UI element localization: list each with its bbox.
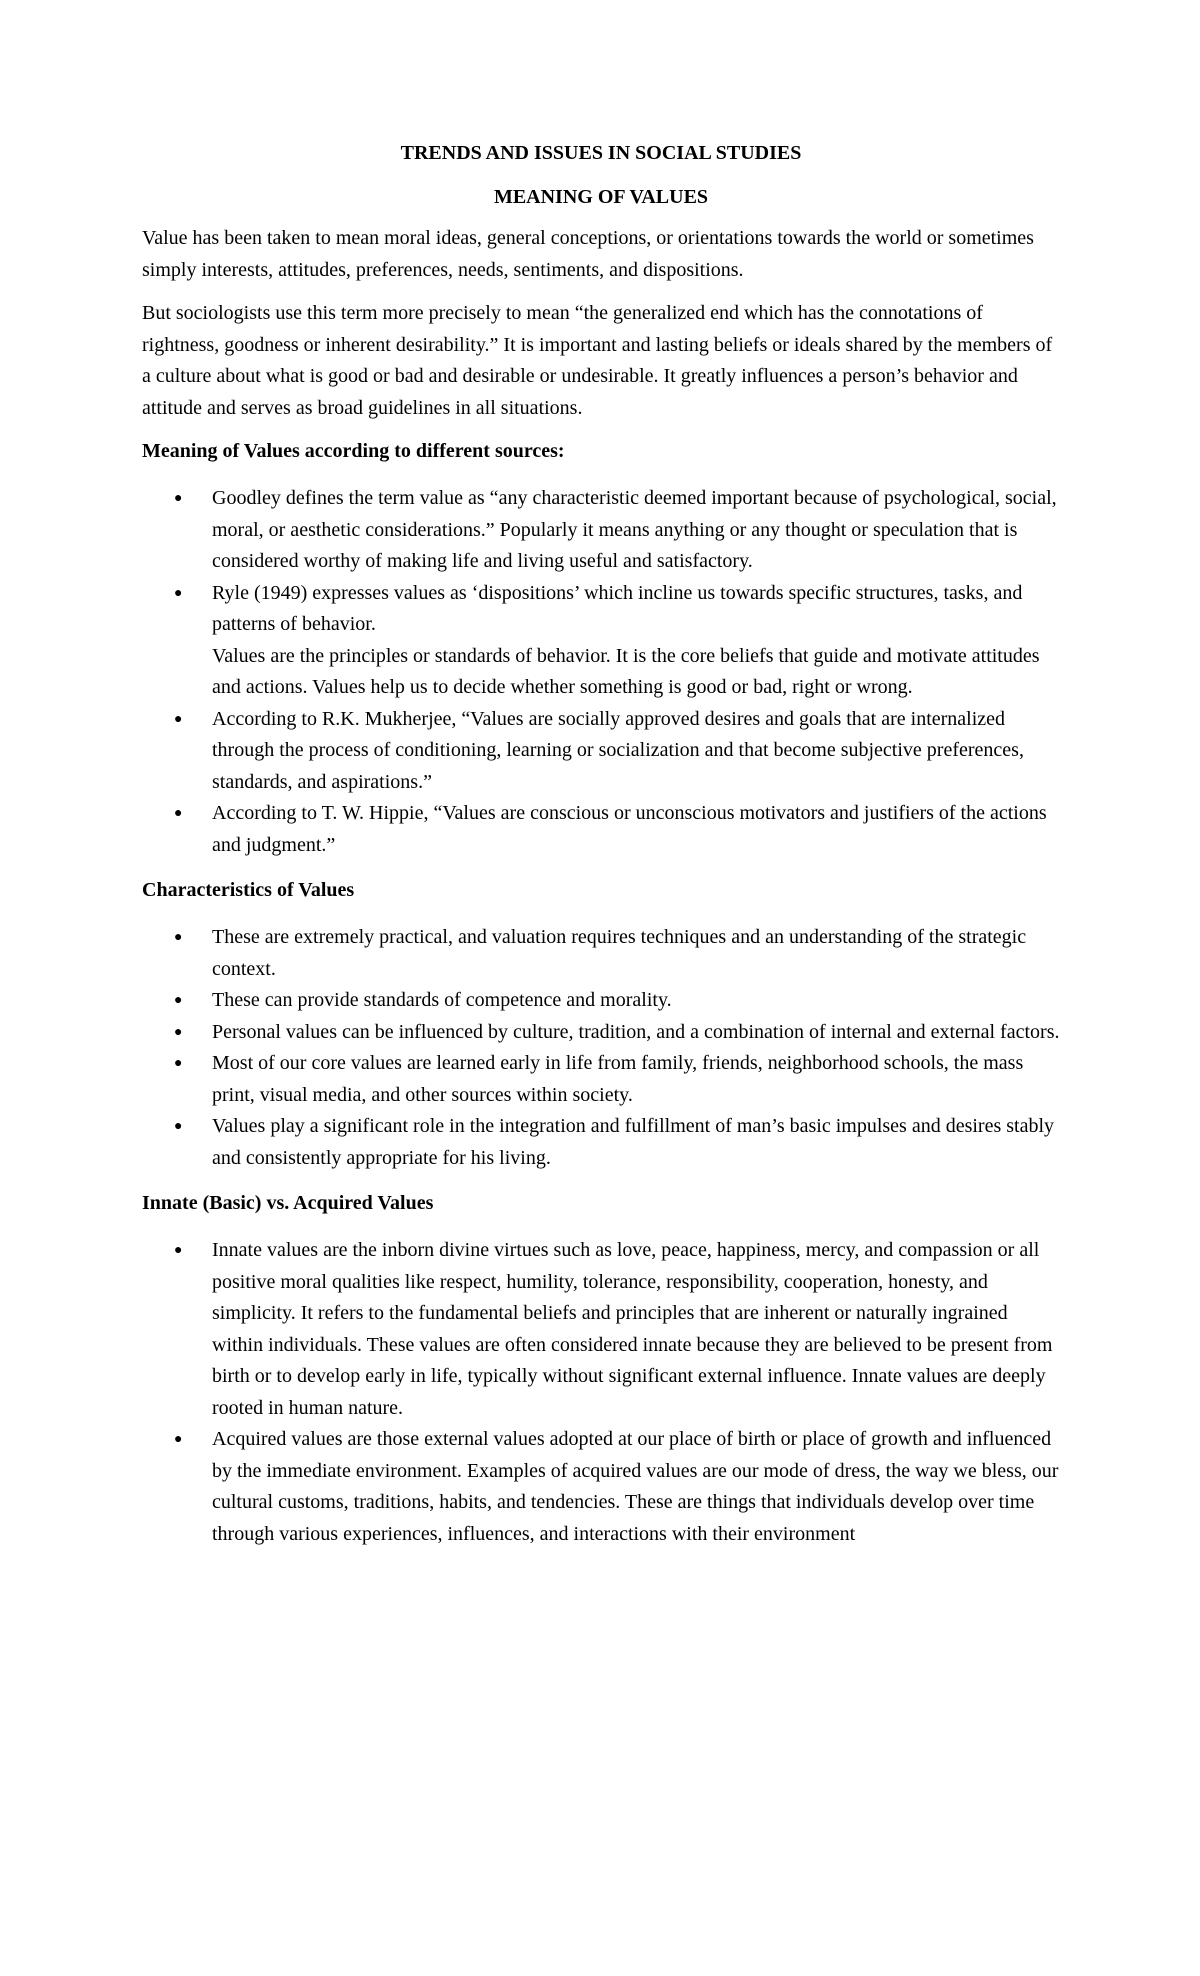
section-heading-meaning-sources: Meaning of Values according to different sources:	[142, 440, 565, 462]
bullet-icon: ●	[174, 491, 183, 506]
list-item	[174, 1111, 1060, 1174]
bullet-icon: ●	[174, 711, 183, 727]
list-item-text: These can provide standards of competence and morality.	[212, 989, 672, 1011]
list-item	[174, 483, 1060, 578]
bullet-list-characteristics	[142, 922, 1060, 1174]
bullet-icon: ●	[174, 993, 183, 1008]
list-item	[174, 704, 1060, 799]
bullet-icon: ●	[174, 1056, 183, 1071]
list-item-text: Acquired values are those external values adopted at our place of birth or place of growth and influenced by the immediate environment. Examples of acquired values are our mode of dress, the way we bless, our cultural customs, traditions, habits, and tendencies. These are things that individuals develop over time through various experiences, influences, and interactions with their environment	[212, 1428, 1059, 1545]
bullet-icon: ●	[174, 1243, 183, 1258]
list-item	[174, 922, 1060, 985]
document-title: TRENDS AND ISSUES IN SOCIAL STUDIES	[400, 142, 802, 164]
list-item	[174, 985, 1060, 1017]
bullet-icon: ●	[174, 1432, 183, 1447]
bullet-icon: ●	[174, 585, 183, 601]
intro-paragraph-1: Value has been taken to mean moral ideas, general conceptions, or orientations towards the world or sometimes simply interests, attitudes, preferences, needs, sentiments, and dispositions.	[142, 227, 1034, 281]
list-item-text: Ryle (1949) expresses values as ‘dispositions’ which incline us towards specific structures, tasks, and patterns of behavior.	[212, 581, 1023, 635]
list-item	[174, 1424, 1060, 1550]
list-item-text: Values play a significant role in the integration and fulfillment of man’s basic impulses and desires stably and consistently appropriate for his living.	[212, 1115, 1055, 1169]
list-item-text: Innate values are the inborn divine virtues such as love, peace, happiness, mercy, and compassion or all positive moral qualities like respect, humility, tolerance, responsibility, cooperation, honesty, and simplicity. It refers to the fundamental beliefs and principles that are inherent or naturally ingrained within individuals. These values are often considered innate because they are believed to be present from birth or to develop early in life, typically without significant external influence. Innate values are deeply rooted in human nature.	[212, 1239, 1053, 1419]
bullet-icon: ●	[174, 1024, 183, 1040]
list-item-text: According to R.K. Mukherjee, “Values are socially approved desires and goals that are internalized through the process of conditioning, learning or socialization and that become subjective preferences, standards, and aspirations.”	[212, 707, 1024, 793]
list-item-text: These are extremely practical, and valuation requires techniques and an understanding of the strategic context.	[212, 926, 1027, 980]
list-item	[174, 1017, 1060, 1049]
intro-paragraph-2: But sociologists use this term more precisely to mean “the generalized end which has the connotations of rightness, goodness or inherent desirability.” It is important and lasting beliefs or ideals shared by the members of a culture about what is good or bad and desirable or undesirable. It greatly influences a person’s behavior and attitude and serves as broad guidelines in all situations.	[142, 302, 1053, 419]
list-item	[174, 1048, 1060, 1111]
list-item-text: Personal values can be influenced by culture, tradition, and a combination of internal and external factors.	[212, 1020, 1060, 1043]
list-item-text: According to T. W. Hippie, “Values are conscious or unconscious motivators and justifiers of the actions and judgment.”	[212, 802, 1047, 856]
list-item-text: Goodley defines the term value as “any characteristic deemed important because of psychological, social, moral, or aesthetic considerations.” Popularly it means anything or any thought or speculation that is considered worthy of making life and living useful and satisfactory.	[212, 487, 1057, 572]
list-item	[174, 578, 1060, 704]
list-item-text: Most of our core values are learned early in life from family, friends, neighborhood schools, the mass print, visual media, and other sources within society.	[212, 1052, 1024, 1106]
list-item	[174, 1235, 1060, 1424]
bullet-list-meaning-sources	[142, 483, 1060, 861]
list-item	[174, 798, 1060, 861]
document-subtitle: MEANING OF VALUES	[493, 186, 709, 208]
list-item-continuation: Values are the principles or standards of behavior. It is the core beliefs that guide and motivate attitudes and actions. Values help us to decide whether something is good or bad, right or wrong.	[212, 644, 1040, 698]
section-heading-characteristics: Characteristics of Values	[142, 879, 355, 901]
bullet-icon: ●	[174, 930, 183, 945]
bullet-icon: ●	[174, 1119, 183, 1134]
bullet-icon: ●	[174, 806, 183, 821]
section-heading-innate-acquired: Innate (Basic) vs. Acquired Values	[142, 1192, 434, 1214]
bullet-list-innate-acquired	[142, 1235, 1060, 1550]
